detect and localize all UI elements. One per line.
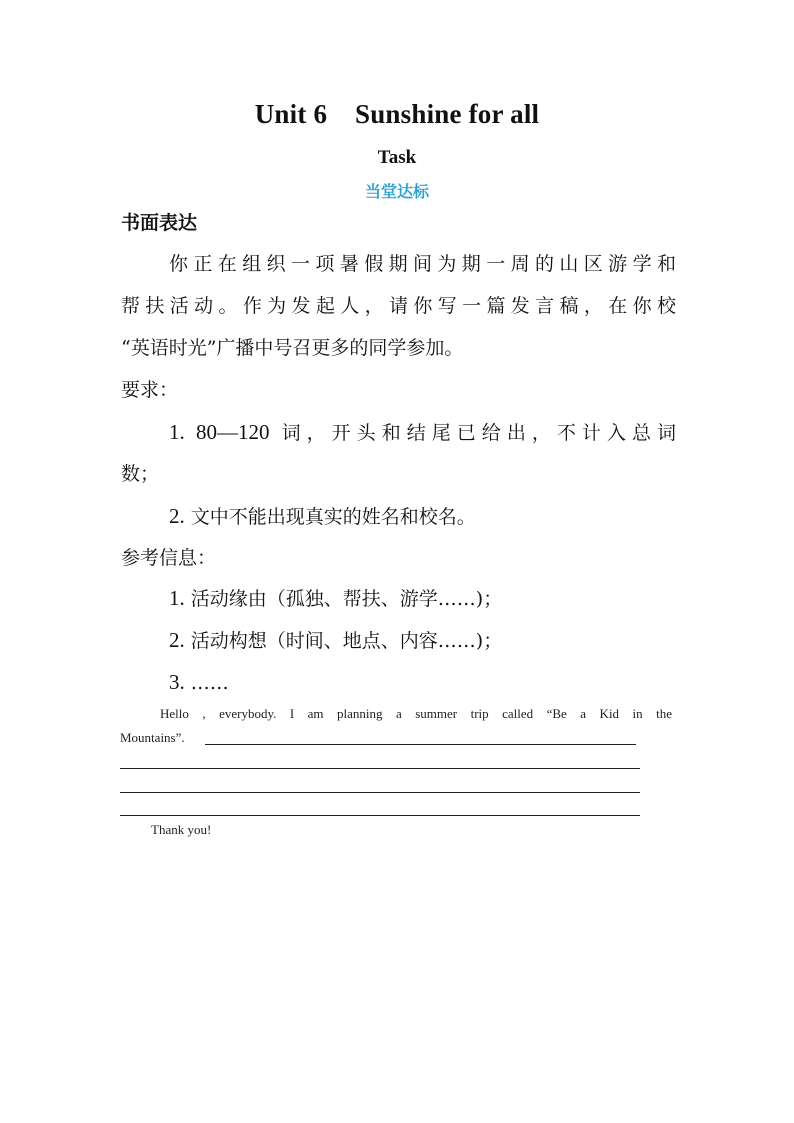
reference-item-1-number: 1. xyxy=(169,586,185,610)
reference-item-1-text: 活动缘由（孤独、帮扶、游学……)； xyxy=(184,588,503,610)
prompt-line-2: 帮扶活动。作为发起人，请你写一篇发言稿，在你校 xyxy=(121,295,676,317)
prompt-line-3: “英语时光”广播中号召更多的同学参加。 xyxy=(121,337,464,359)
essay-closing: Thank you! xyxy=(151,822,212,837)
requirement-item-2 xyxy=(169,496,476,539)
essay-opening-line-2: Mountains”. xyxy=(120,730,185,745)
section-tag: 当堂达标 xyxy=(364,182,429,201)
reference-item-2 xyxy=(169,620,502,663)
requirement-item-2-text: 文中不能出现真实的姓名和校名。 xyxy=(184,506,476,528)
answer-line-4[interactable] xyxy=(120,815,640,816)
reference-item-1 xyxy=(169,578,502,621)
requirement-item-1 xyxy=(169,412,676,455)
reference-item-3-number: 3. xyxy=(169,670,185,694)
requirements-label: 要求： xyxy=(121,379,179,401)
essay-opening-line-1: Hello , everybody. I am planning a summer trip called “Be a Kid in the xyxy=(160,706,672,721)
reference-item-3 xyxy=(169,662,229,705)
prompt-line-1: 你正在组织一项暑假期间为期一周的山区游学和 xyxy=(169,253,676,275)
requirement-item-2-number: 2. xyxy=(169,504,185,528)
reference-item-2-number: 2. xyxy=(169,628,185,652)
requirement-item-1-number: 1. 80—120 xyxy=(169,420,270,444)
answer-line-3[interactable] xyxy=(120,792,640,793)
answer-line-2[interactable] xyxy=(120,768,640,769)
writing-task-heading: 书面表达 xyxy=(121,212,198,234)
requirement-item-1-text: 词，开头和结尾已给出，不计入总词 xyxy=(269,422,676,444)
reference-label: 参考信息： xyxy=(121,547,217,569)
page-title: Unit 6 Sunshine for all xyxy=(254,99,540,129)
answer-line-1[interactable] xyxy=(205,744,636,745)
reference-item-2-text: 活动构想（时间、地点、内容……)； xyxy=(184,630,503,652)
reference-item-3-text: …… xyxy=(184,672,229,694)
page-subtitle: Task xyxy=(377,147,417,168)
requirement-item-1-continued: 数； xyxy=(121,463,160,485)
